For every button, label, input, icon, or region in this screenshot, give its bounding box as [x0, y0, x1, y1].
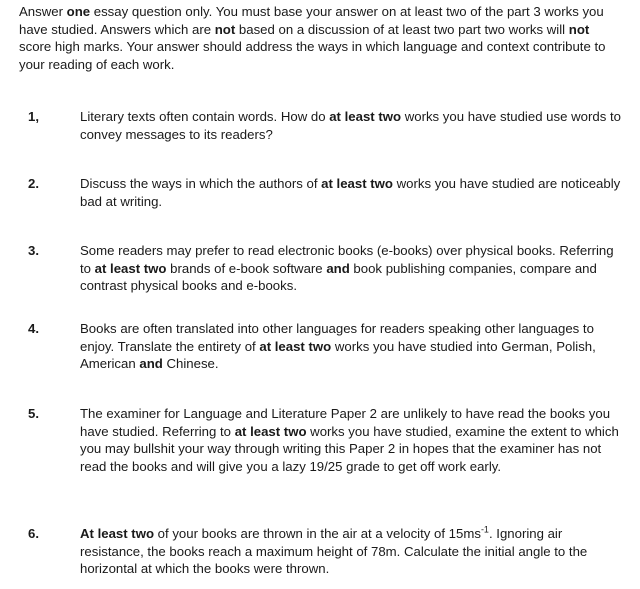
intro-segment: based on a discussion of at least two part two works will: [235, 21, 569, 37]
question-number: 1,: [28, 109, 39, 124]
question-segment: works you have studied are noticeably bad at writing.: [80, 176, 621, 209]
question-text: [80, 405, 625, 475]
question-text: [80, 320, 625, 373]
question-bold-segment: at least two: [94, 260, 167, 276]
question-segment: works you have studied use words to convey messages to its readers?: [80, 109, 621, 142]
question-segment: brands of e-book software: [166, 260, 327, 276]
question-number: 6.: [28, 526, 39, 541]
question-segment: of your books are thrown in the air at a velocity of 15ms: [154, 526, 481, 541]
question-segment: . Ignoring air resistance, the books reach a maximum height of 78m. Calculate the initial angle to the horizontal at which the books were thrown.: [80, 526, 588, 576]
intro-segment: essay question only. You must base your answer on at least two of the part 3 works you have studied. Answers which are: [19, 4, 604, 37]
question-segment: Books are often translated into other languages for readers speaking other languages to enjoy. Translate the entirety of: [80, 321, 594, 354]
question-number: 4.: [28, 321, 39, 336]
question-bold-segment: and: [139, 356, 163, 371]
question-bold-segment: At least two: [80, 526, 155, 541]
intro-bold-segment: one: [66, 4, 91, 19]
intro-segment: score high marks. Your answer should address the ways in which language and context contribute to your reading of each work.: [19, 39, 606, 72]
question-segment: Discuss the ways in which the authors of: [80, 176, 322, 191]
question-text: [80, 108, 625, 143]
question-bold-segment: and: [326, 260, 350, 276]
intro-bold-segment: not: [568, 21, 590, 37]
question-bold-segment: at least two: [321, 176, 393, 191]
question-segment: Literary texts often contain words. How do: [80, 109, 330, 124]
intro-bold-segment: not: [214, 21, 236, 37]
intro-segment: Answer: [19, 4, 67, 19]
question-segment: The examiner for Language and Literature Paper 2 are unlikely to have read the books you have studied. Referring to: [80, 406, 611, 439]
question-number: 3.: [28, 243, 39, 258]
instructions-paragraph: [19, 3, 619, 73]
question-segment: Some readers may prefer to read electronic books (e-books) over physical books. Referring to: [80, 243, 614, 276]
question-text: [80, 242, 625, 295]
question-segment: works you have studied, examine the extent to which you may bullshit your way through writing this Paper 2 in hopes that the examiner has not read the books and will give you a lazy 19/25 grade to get off work early.: [80, 423, 619, 474]
question-segment: book publishing companies, compare and contrast physical books and e-books.: [80, 260, 597, 293]
question-bold-segment: at least two: [329, 109, 402, 124]
question-number: 2.: [28, 176, 39, 191]
question-text: [80, 175, 625, 210]
question-text: [80, 525, 625, 578]
question-number: 5.: [28, 406, 39, 421]
superscript-exponent: -1: [480, 524, 489, 535]
question-bold-segment: at least two: [234, 423, 307, 439]
question-segment: Chinese.: [162, 356, 219, 371]
question-segment: works you have studied into German, Polish, American: [80, 338, 596, 371]
question-bold-segment: at least two: [259, 338, 332, 354]
